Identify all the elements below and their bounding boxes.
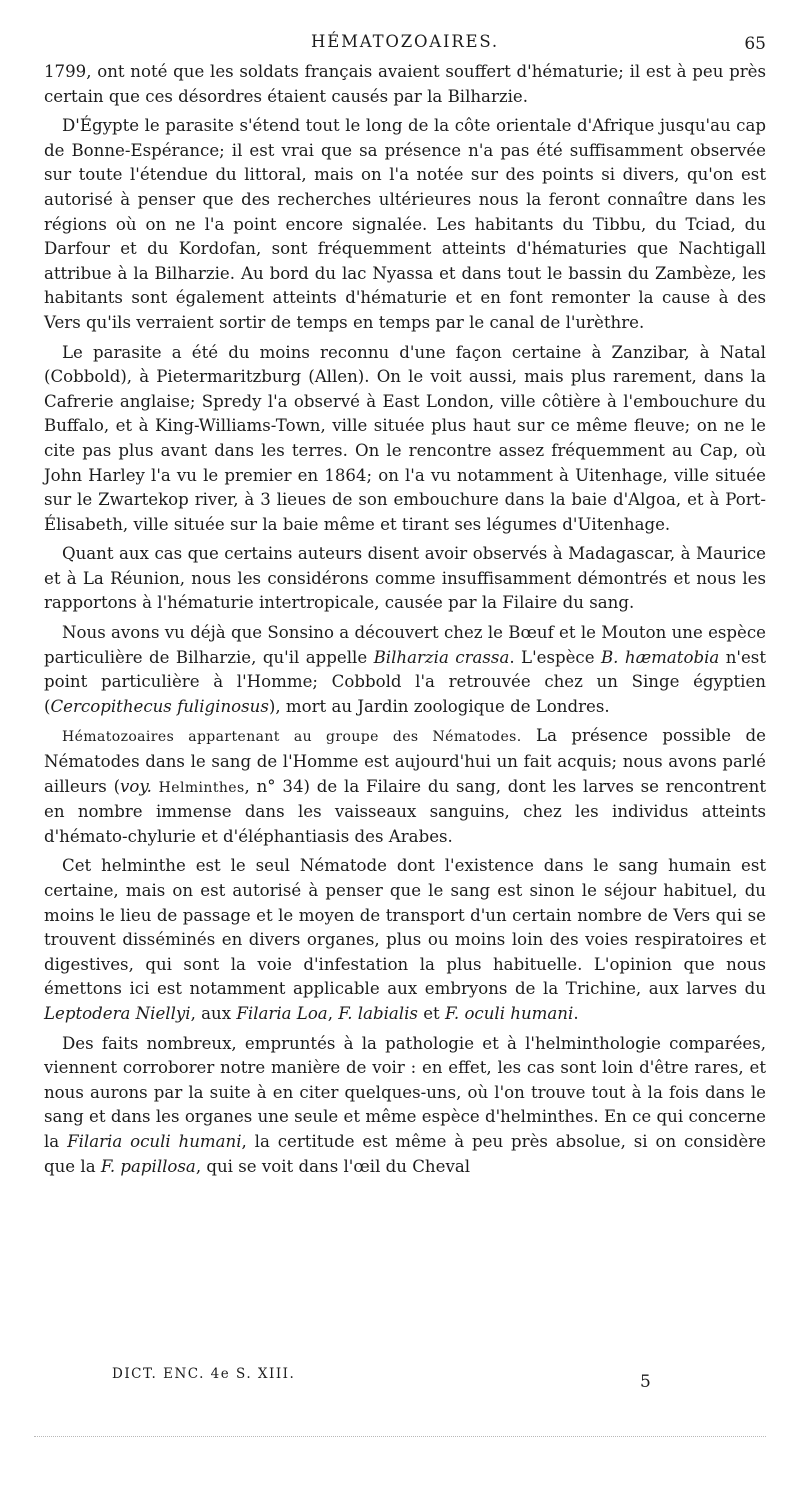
paragraph <box>44 854 766 1026</box>
paragraph <box>44 724 766 849</box>
text-span: , aux <box>190 1003 237 1023</box>
text-span: , n° 34) de la Filaire du sang, dont les larves se rencontrent en nombre immense dans les vaisseaux sanguins, chez les individus atteints d'hémato-chylurie et d'éléphantiasis des Arabes. <box>44 776 766 846</box>
species-name-italic: F. oculi humani <box>444 1003 574 1023</box>
page-header <box>44 22 766 60</box>
text-span: . L'espèce <box>509 647 601 667</box>
text-span: ), mort au Jardin zoologique de Londres. <box>268 696 610 716</box>
section-heading-smallcaps: Hématozoaires appartenant au groupe des Nématodes. <box>62 729 522 746</box>
text-span <box>152 777 159 796</box>
text-span: 1799, ont noté que les soldats français avaient souffert d'hématurie; il est à peu près certain que ces désordres étaient causés par la Bilharzie. <box>44 62 766 106</box>
body-text <box>44 60 766 1179</box>
running-title: HÉMATOZOAIRES. <box>311 32 499 51</box>
paragraph <box>44 341 766 538</box>
text-span: Cet helminthe est le seul Nématode dont l'existence dans le sang humain est certaine, mais on est autorisé à penser que le sang est sinon le séjour habituel, du moins le lieu de passage et le moyen de transport d'un certain nombre de Vers qui se trouvent disséminés en divers organes, plus ou moins loin des voies respiratoires et digestives, qui sont la voie d'infestation la plus habituelle. L'opinion que nous émettons ici est notamment applicable aux embryons de la Trichine, aux larves du <box>44 856 766 999</box>
species-name-italic: Cercopithecus fuliginosus <box>50 696 269 716</box>
species-name-italic: F. papillosa <box>100 1156 196 1176</box>
reference-italic: voy. <box>120 776 152 796</box>
page-footer <box>44 1366 766 1406</box>
text-span: , qui se voit dans l'œil du Cheval <box>195 1156 471 1176</box>
paragraph <box>44 1032 766 1180</box>
sheet-number: 5 <box>640 1372 651 1392</box>
species-name-italic: F. labialis <box>338 1003 418 1023</box>
paragraph <box>44 114 766 335</box>
text-span: . <box>573 1003 579 1023</box>
text-span: D'Égypte le parasite s'étend tout le long de la côte orientale d'Afrique jusqu'au cap de Bonne-Espérance; il est vrai que sa présence n'a pas été suffisamment observée sur toute l'étendue du littoral, mais on l'a notée sur des points si divers, qu'on est autorisé à penser que des recherches ultérieures nous la feront connaître dans les régions où on ne l'a point encore signalée. Les habitants du Tibbu, du Tciad, du Darfour et du Kordofan, sont fréquemment atteints d'hématuries que Nachtigall attribue à la Bilharzie. Au bord du lac Nyassa et dans tout le bassin du Zambèze, les habitants sont également atteints d'hématurie et en font remonter la cause à des Vers qu'ils verraient sortir de temps en temps par le canal de l'urèthre. <box>44 116 766 332</box>
text-span: , <box>327 1003 339 1023</box>
species-name-italic: Bilharzia crassa <box>373 647 510 667</box>
text-span: n'est point particulière à l'Homme; Cobbold l'a retrouvée chez un Singe égyptien ( <box>44 647 766 716</box>
species-name-italic: Filaria oculi humani <box>67 1131 242 1151</box>
text-span: , la certitude est même à peu près absolue, si on considère que la <box>44 1131 766 1176</box>
cross-reference-smallcaps: Helminthes <box>158 779 245 796</box>
text-span: La présence possible de Nématodes dans le sang de l'Homme est aujourd'hui un fait acquis; nous avons parlé ailleurs ( <box>44 726 766 796</box>
text-span: Nous avons vu déjà que Sonsino a découvert chez le Bœuf et le Mouton une espèce particulière de Bilharzie, qu'il appelle <box>44 623 766 667</box>
paragraph <box>44 542 766 616</box>
paragraph <box>44 621 766 719</box>
text-span: Le parasite a été du moins reconnu d'une façon certaine à Zanzibar, à Natal (Cobbold), à Pietermaritzburg (Allen). On le voit aussi, mais plus rarement, dans la Cafrerie anglaise; Spredy l'a observé à East London, ville côtière à l'embouchure du Buffalo, et à King-Williams-Town, ville située plus haut sur ce même fleuve; on ne le cite pas plus avant dans les terres. On le rencontre assez fréquemment au Cap, où John Harley l'a vu le premier en 1864; on l'a vu notamment à Uitenhage, ville située sur le Zwartekop river, à 3 lieues de son embouchure dans la baie d'Algoa, et à Port-Élisabeth, ville située sur la baie même et tirant ses légumes d'Uitenhage. <box>44 342 766 534</box>
text-span: et <box>417 1003 445 1023</box>
page-number: 65 <box>744 34 766 54</box>
text-span: Quant aux cas que certains auteurs disent avoir observés à Madagascar, à Maurice et à La Réunion, nous les considérons comme insuffisamment démontrés et nous les rapportons à l'hématurie intertropicale, causée par la Filaire du sang. <box>44 544 766 613</box>
text-span: Des faits nombreux, empruntés à la pathologie et à l'helminthologie comparées, viennent corroborer notre manière de voir : en effet, les cas sont loin d'être rares, et nous aurons par la suite à en citer quelques-uns, où l'on trouve tout à la fois dans le sang et dans les organes une seule et même espèce d'helminthes. En ce qui concerne la <box>44 1033 766 1151</box>
species-name-italic: B. hæmatobia <box>600 647 720 667</box>
species-name-italic: Leptodera Niellyi <box>44 1003 191 1023</box>
paragraph <box>44 60 766 109</box>
signature-mark: DICT. ENC. 4e S. XIII. <box>112 1366 296 1382</box>
species-name-italic: Filaria Loa <box>236 1003 328 1023</box>
book-page <box>44 22 766 1462</box>
bottom-rule <box>34 1436 766 1437</box>
